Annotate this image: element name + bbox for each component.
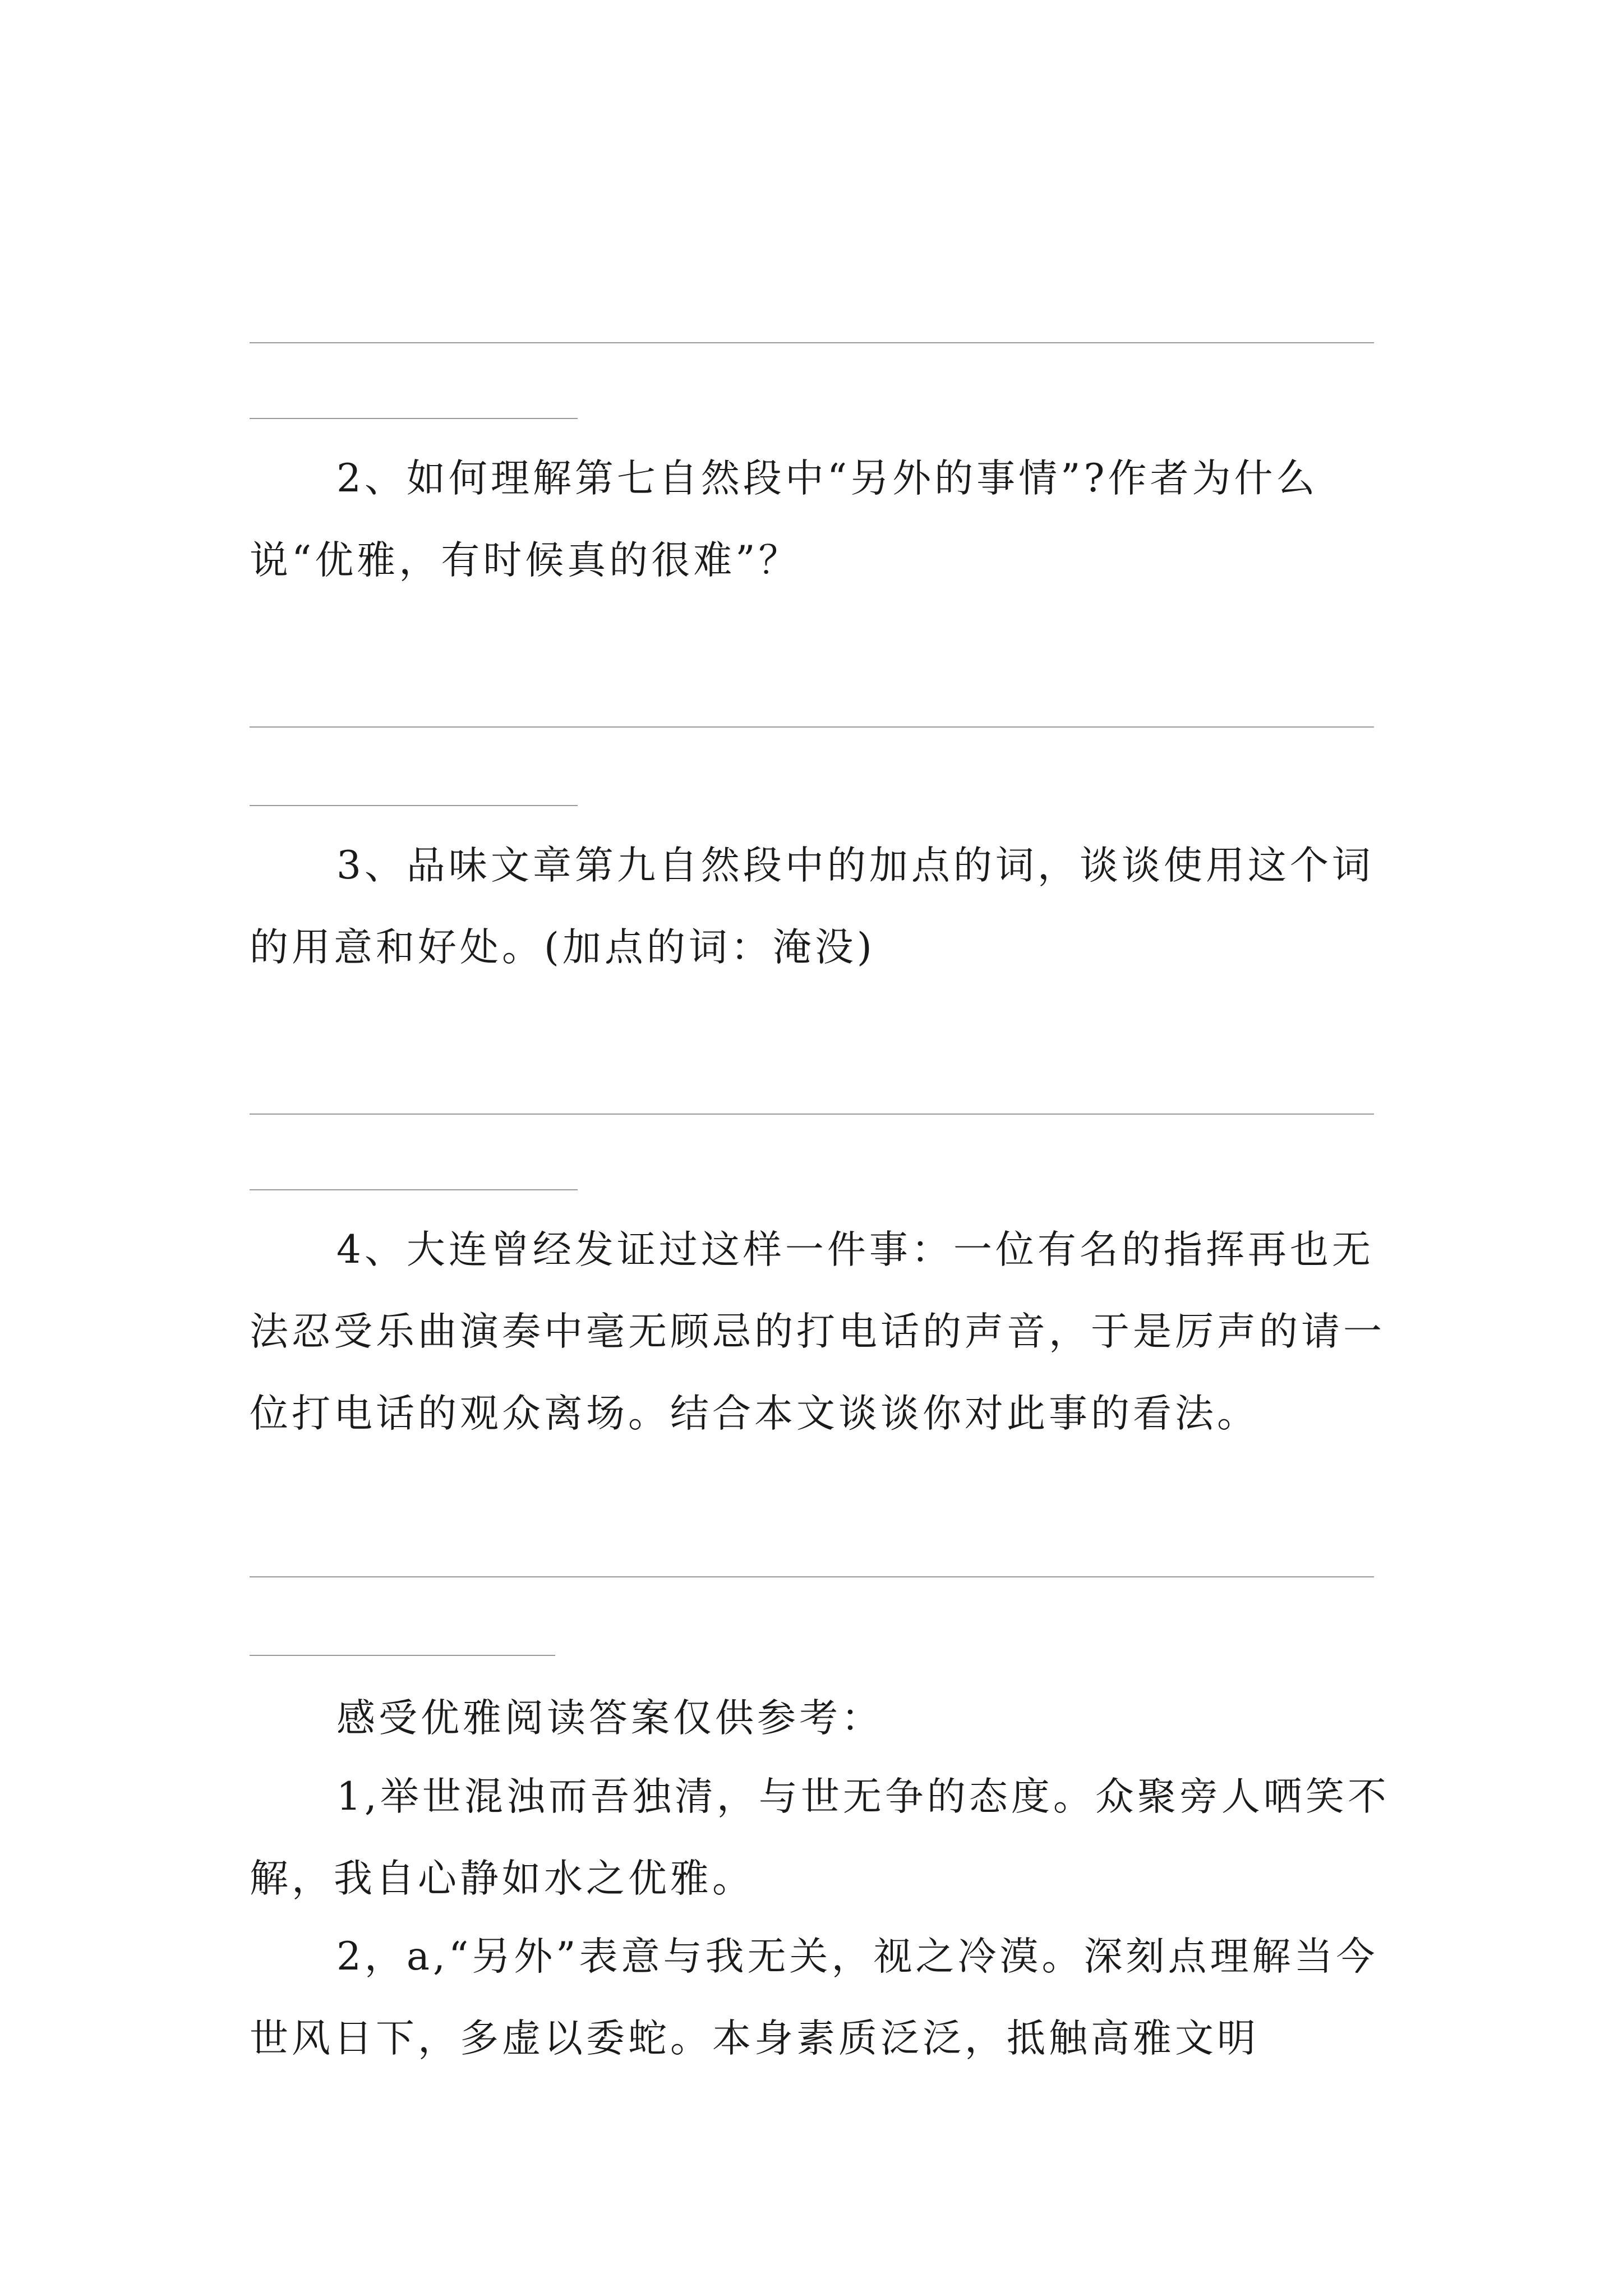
answer-line: [250, 1189, 578, 1190]
answer-line: [250, 1576, 1374, 1577]
answers-heading: [250, 1677, 1394, 1759]
answer-1: [250, 1756, 1394, 1920]
question-3-text: 3、品味文章第九自然段中的加点的词，谈谈使用这个词的用意和好处。(加点的词：淹没): [250, 843, 1374, 970]
answer-line: [250, 726, 1374, 728]
question-2-text: 2、如何理解第七自然段中“另外的事情”?作者为什么说“优雅，有时候真的很难”？: [250, 456, 1318, 583]
answer-2-text: 2，a,“另外”表意与我无关，视之冷漠。深刻点理解当今世风日下，多虚以委蛇。本身素质泛泛，抵触高雅文明: [250, 1934, 1378, 2061]
answer-line: [250, 418, 578, 419]
answer-1-text: 1,举世混浊而吾独清，与世无争的态度。众聚旁人哂笑不解，我自心静如水之优雅。: [250, 1774, 1390, 1901]
answer-line: [250, 1655, 555, 1656]
question-3: [250, 825, 1394, 988]
answers-heading-text: 感受优雅阅读答案仅供参考：: [336, 1696, 883, 1741]
answer-line: [250, 342, 1374, 343]
question-4: [250, 1209, 1394, 1455]
answer-line: [250, 805, 578, 806]
answer-line: [250, 1114, 1374, 1115]
answer-2: [250, 1916, 1394, 2079]
question-4-text: 4、大连曾经发证过这样一件事：一位有名的指挥再也无法忍受乐曲演奏中毫无顾忌的打电话的声音，于是厉声的请一位打电话的观众离场。结合本文谈谈你对此事的看法。: [250, 1227, 1385, 1436]
question-2: [250, 438, 1394, 601]
